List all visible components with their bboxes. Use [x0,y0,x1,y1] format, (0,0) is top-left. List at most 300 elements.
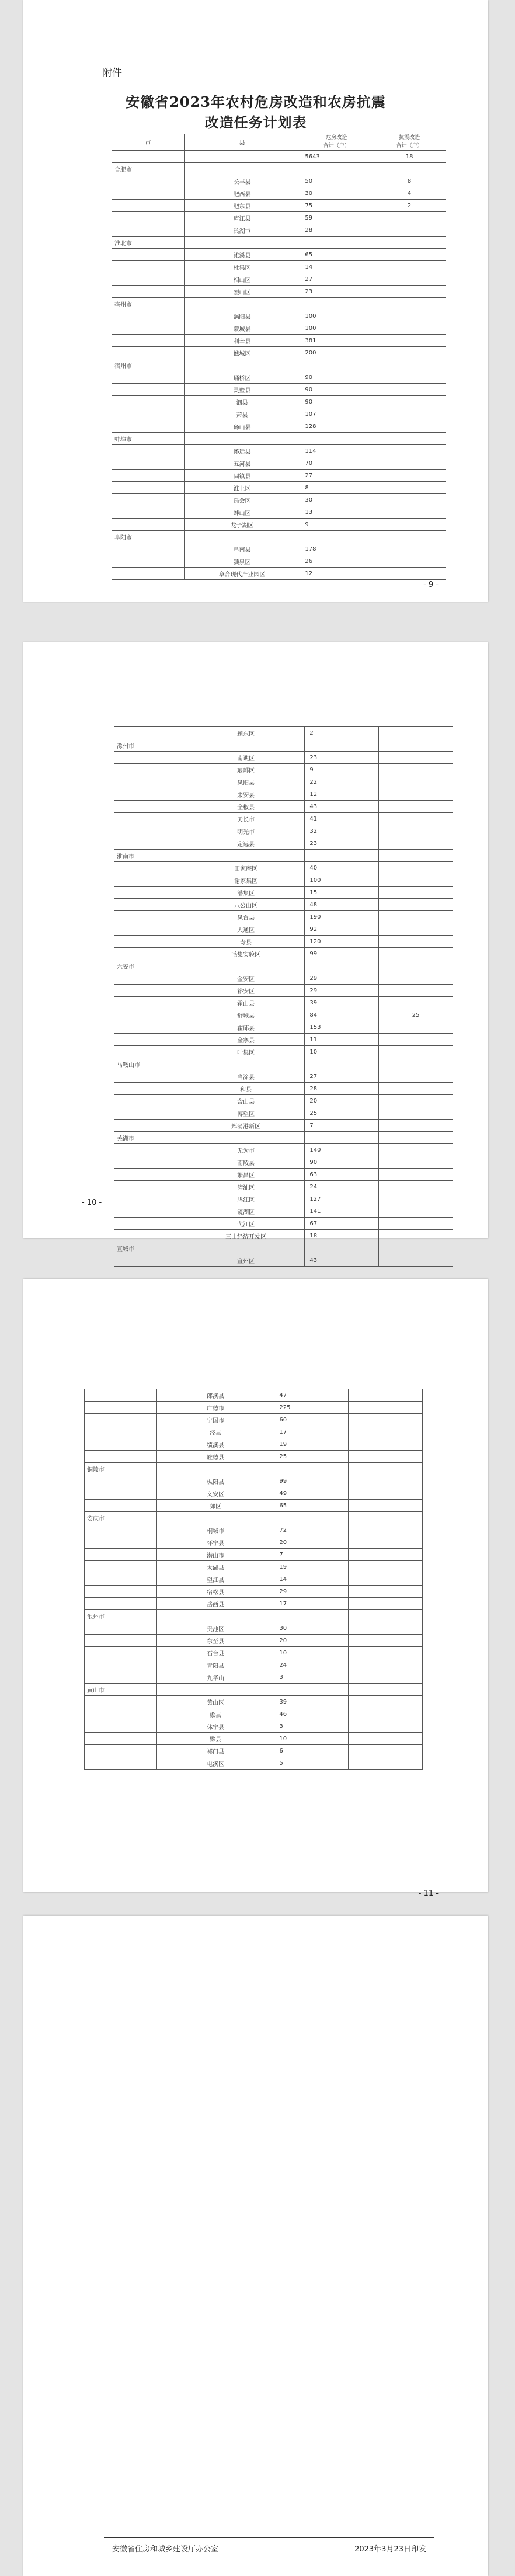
cell-seismic-count [379,837,453,850]
cell-seismic-count [379,801,453,813]
cell-seismic-count [349,1561,423,1573]
cell-city [114,997,187,1009]
cell-city [114,788,187,801]
table-row [114,1242,453,1254]
cell-seismic-count [379,1107,453,1120]
table-row [114,1021,453,1034]
cell-seismic-count [373,359,446,371]
cell-city [85,1500,157,1512]
table-row [114,911,453,923]
cell-county: 埇桥区 [184,371,300,384]
table-row [114,899,453,911]
table-row [114,752,453,764]
cell-county: 阜合现代产业园区 [184,568,300,580]
cell-county: 南谯区 [187,752,305,764]
cell-seismic-count [379,985,453,997]
cell-seismic-count [373,273,446,286]
cell-city: 淮南市 [114,850,187,862]
cell-seismic-count [349,1696,423,1708]
cell-county [156,1512,274,1524]
cell-county: 潘集区 [187,887,305,899]
cell-seismic-count [379,850,453,862]
cell-seismic-count [349,1426,423,1438]
cell-rebuild-count: 50 [300,175,373,187]
cell-city [85,1451,157,1463]
cell-county: 鸠江区 [187,1193,305,1205]
table-row [85,1524,423,1536]
cell-county: 濉溪县 [184,249,300,261]
cell-seismic-count [373,212,446,224]
cell-seismic-count [349,1451,423,1463]
cell-city [114,985,187,997]
cell-city [114,1205,187,1218]
cell-city [114,1156,187,1169]
table-row [112,310,446,322]
cell-seismic-count [379,752,453,764]
cell-seismic-count [349,1414,423,1426]
cell-rebuild-count: 48 [305,899,379,911]
table-row [85,1500,423,1512]
cell-seismic-count [379,1095,453,1107]
cell-seismic-count [379,825,453,837]
cell-city [112,286,185,298]
table-row [85,1684,423,1696]
cell-seismic-count [373,237,446,249]
cell-city [112,273,185,286]
cell-seismic-count [349,1549,423,1561]
table-row [114,948,453,960]
cell-rebuild-count [300,359,373,371]
cell-seismic-count [379,997,453,1009]
cell-city [85,1708,157,1720]
cell-city [112,187,185,200]
cell-city [114,1254,187,1267]
table-row [85,1463,423,1475]
cell-seismic-count [379,1070,453,1083]
cell-rebuild-count: 67 [305,1218,379,1230]
header-col1-line1: 危房改造 [300,134,373,142]
cell-city [112,445,185,457]
cell-seismic-count [349,1720,423,1733]
cell-county: 五河县 [184,457,300,470]
cell-county: 当涂县 [187,1070,305,1083]
cell-seismic-count [373,519,446,531]
table-row [114,1009,453,1021]
page-number: - 9 - [423,580,439,589]
cell-seismic-count [379,1230,453,1242]
table-row [85,1475,423,1487]
cell-county: 明光市 [187,825,305,837]
cell-county: 博望区 [187,1107,305,1120]
cell-rebuild-count: 49 [274,1487,349,1500]
table-row [114,887,453,899]
table-row [114,1205,453,1218]
cell-seismic-count [349,1671,423,1684]
cell-county: 颍东区 [187,727,305,739]
table-row [85,1549,423,1561]
cell-rebuild-count: 19 [274,1561,349,1573]
cell-county: 桐城市 [156,1524,274,1536]
cell-city [114,825,187,837]
cell-seismic-count [349,1745,423,1757]
cell-city [112,420,185,433]
cell-rebuild-count: 9 [305,764,379,776]
cell-county: 屯溪区 [156,1757,274,1770]
cell-county: 田家庵区 [187,862,305,874]
cell-county: 凤台县 [187,911,305,923]
cell-county [187,1058,305,1070]
cell-county: 霍邱县 [187,1021,305,1034]
table-row [112,384,446,396]
cell-city: 合肥市 [112,163,185,175]
table-total-row [112,151,446,163]
cell-county: 石台县 [156,1647,274,1659]
header-col2-line1: 抗震改造 [373,134,446,142]
cell-county: 枞阳县 [156,1475,274,1487]
table-row [85,1733,423,1745]
cell-city [112,335,185,347]
cell-seismic-count: 2 [373,200,446,212]
cell-rebuild-count: 100 [300,322,373,335]
cell-rebuild-count [305,1242,379,1254]
cell-city [85,1549,157,1561]
cell-county: 含山县 [187,1095,305,1107]
cell-rebuild-count: 107 [300,408,373,420]
table-row [112,298,446,310]
cell-county: 祁门县 [156,1745,274,1757]
cell-city [85,1438,157,1451]
cell-seismic-count [349,1402,423,1414]
cell-seismic-count [373,249,446,261]
cell-seismic-count [379,1046,453,1058]
cell-seismic-count [349,1573,423,1586]
cell-seismic-count [379,1181,453,1193]
cell-seismic-count [379,1254,453,1267]
table-row [85,1402,423,1414]
cell-city [112,555,185,568]
table-row [112,249,446,261]
cell-seismic-count [349,1635,423,1647]
cell-city [112,212,185,224]
cell-rebuild-count [305,850,379,862]
cell-rebuild-count: 40 [305,862,379,874]
cell-city [112,224,185,237]
cell-seismic-count [373,568,446,580]
cell-city [112,200,185,212]
table-row [112,494,446,506]
cell-seismic-count [379,1169,453,1181]
cell-county: 固镇县 [184,470,300,482]
cell-city [114,923,187,936]
cell-rebuild-count: 9 [300,519,373,531]
cell-seismic-count [373,261,446,273]
cell-city [112,396,185,408]
cell-rebuild-count: 28 [305,1083,379,1095]
cell-city [112,249,185,261]
table-row [112,347,446,359]
cell-seismic-count [379,874,453,887]
cell-rebuild-count: 128 [300,420,373,433]
cell-county: 和县 [187,1083,305,1095]
task-plan-table-page-2 [114,726,453,1267]
table-row [114,1070,453,1083]
cell-city [114,776,187,788]
table-row [114,1132,453,1144]
cell-city [114,1107,187,1120]
cell-rebuild-count [300,433,373,445]
cell-rebuild-count: 7 [274,1549,349,1561]
footer-date: 2023年3月23日印发 [354,2545,426,2554]
cell-seismic-count [373,494,446,506]
cell-county: 歙县 [156,1708,274,1720]
cell-city [114,837,187,850]
cell-seismic-count [379,739,453,752]
cell-county: 旌德县 [156,1451,274,1463]
table-row [114,1254,453,1267]
table-row [85,1426,423,1438]
cell-rebuild-count: 15 [305,887,379,899]
table-row [114,1046,453,1058]
cell-city [114,1021,187,1034]
table-row [85,1451,423,1463]
cell-city [112,261,185,273]
cell-county: 谯城区 [184,347,300,359]
cell-rebuild-count: 27 [300,273,373,286]
cell-county: 寿县 [187,936,305,948]
task-plan-table-page-1 [112,134,446,580]
table-row [114,1169,453,1181]
cell-rebuild-count: 27 [305,1070,379,1083]
cell-rebuild-count: 190 [305,911,379,923]
total-col1: 5643 [300,151,373,163]
document-page-2 [23,642,488,1265]
header-county: 县 [184,134,300,151]
cell-seismic-count [379,813,453,825]
cell-rebuild-count [300,163,373,175]
cell-seismic-count [373,298,446,310]
cell-seismic-count [379,972,453,985]
cell-county [187,739,305,752]
table-row [85,1438,423,1451]
table-row [85,1696,423,1708]
table-row [112,482,446,494]
cell-seismic-count: 25 [379,1009,453,1021]
table-row [112,200,446,212]
cell-city [114,1218,187,1230]
cell-seismic-count [349,1757,423,1770]
cell-seismic-count [373,555,446,568]
cell-city [114,752,187,764]
cell-rebuild-count: 20 [274,1536,349,1549]
cell-city [114,1095,187,1107]
cell-county [156,1463,274,1475]
cell-county: 弋江区 [187,1218,305,1230]
cell-seismic-count [349,1500,423,1512]
cell-county: 义安区 [156,1487,274,1500]
cell-city [85,1745,157,1757]
cell-rebuild-count: 90 [300,396,373,408]
cell-seismic-count [379,1218,453,1230]
cell-county: 泗县 [184,396,300,408]
cell-city [85,1720,157,1733]
cell-seismic-count [349,1524,423,1536]
cell-county: 九华山 [156,1671,274,1684]
cell-county: 怀宁县 [156,1536,274,1549]
cell-rebuild-count: 63 [305,1169,379,1181]
table-row [85,1622,423,1635]
cell-seismic-count [379,911,453,923]
cell-county [187,1132,305,1144]
cell-county: 颍泉区 [184,555,300,568]
table-row [85,1720,423,1733]
cell-rebuild-count: 20 [274,1635,349,1647]
cell-city [85,1414,157,1426]
cell-county: 凤阳县 [187,776,305,788]
table-row [85,1573,423,1586]
cell-rebuild-count [305,739,379,752]
cell-county: 涡阳县 [184,310,300,322]
cell-rebuild-count: 29 [274,1586,349,1598]
cell-rebuild-count: 14 [300,261,373,273]
table-row [112,555,446,568]
table-row [114,788,453,801]
cell-county: 舒城县 [187,1009,305,1021]
table-row [85,1757,423,1770]
cell-rebuild-count: 140 [305,1144,379,1156]
cell-city [114,1070,187,1083]
cell-city [112,494,185,506]
cell-rebuild-count [300,531,373,543]
table-row [114,1107,453,1120]
cell-seismic-count [379,788,453,801]
cell-city: 阜阳市 [112,531,185,543]
document-page-3 [23,1279,488,1898]
table-row [85,1671,423,1684]
table-row [112,261,446,273]
table-row [112,568,446,580]
table-row [114,862,453,874]
cell-city [114,936,187,948]
table-row [114,936,453,948]
cell-seismic-count [379,1021,453,1034]
cell-county: 来安县 [187,788,305,801]
cell-county: 烈山区 [184,286,300,298]
cell-county: 肥东县 [184,200,300,212]
cell-city [112,175,185,187]
cell-county: 休宁县 [156,1720,274,1733]
cell-county: 泾县 [156,1426,274,1438]
cell-county: 太湖县 [156,1561,274,1573]
cell-rebuild-count: 46 [274,1708,349,1720]
cell-rebuild-count: 23 [300,286,373,298]
table-row [114,1193,453,1205]
cell-county: 金安区 [187,972,305,985]
cell-seismic-count [349,1684,423,1696]
table-row [114,972,453,985]
table-row [112,322,446,335]
table-row [112,470,446,482]
table-row [114,1156,453,1169]
table-header-row [112,134,446,142]
cell-rebuild-count: 29 [305,985,379,997]
cell-seismic-count [349,1586,423,1598]
cell-county: 宁国市 [156,1414,274,1426]
cell-city [85,1598,157,1610]
table-row [114,985,453,997]
cell-city [114,1169,187,1181]
cell-rebuild-count: 60 [274,1414,349,1426]
cell-county [184,298,300,310]
cell-rebuild-count [274,1610,349,1622]
table-row [85,1512,423,1524]
cell-seismic-count [349,1438,423,1451]
cell-rebuild-count: 70 [300,457,373,470]
cell-rebuild-count: 23 [305,837,379,850]
cell-city: 池州市 [85,1610,157,1622]
table-row [112,175,446,187]
cell-city [85,1426,157,1438]
cell-county: 砀山县 [184,420,300,433]
table-row [114,776,453,788]
cell-seismic-count [373,224,446,237]
cell-seismic-count [373,310,446,322]
cell-county: 霍山县 [187,997,305,1009]
cell-county: 郑蒲港新区 [187,1120,305,1132]
task-plan-table-page-3 [84,1389,423,1770]
table-row [114,1230,453,1242]
cell-city [114,1009,187,1021]
cell-county: 龙子湖区 [184,519,300,531]
cell-rebuild-count: 13 [300,506,373,519]
cell-rebuild-count: 3 [274,1720,349,1733]
cell-seismic-count [379,948,453,960]
table-row [114,739,453,752]
cell-rebuild-count: 39 [274,1696,349,1708]
cell-rebuild-count: 178 [300,543,373,555]
cell-seismic-count [379,862,453,874]
table-row [85,1598,423,1610]
document-title-line-1: 安徽省2023年农村危房改造和农房抗震 [126,93,386,110]
table-row [114,801,453,813]
cell-county: 岳西县 [156,1598,274,1610]
cell-rebuild-count: 3 [274,1671,349,1684]
cell-seismic-count [373,396,446,408]
cell-seismic-count [379,776,453,788]
cell-city [85,1573,157,1586]
table-row [112,457,446,470]
total-col2: 18 [373,151,446,163]
cell-seismic-count [373,420,446,433]
cell-rebuild-count: 30 [300,187,373,200]
table-row [112,163,446,175]
cell-rebuild-count [300,298,373,310]
document-page-4 [23,1916,488,2576]
cell-county: 杜集区 [184,261,300,273]
cell-city [112,347,185,359]
cell-rebuild-count: 19 [274,1438,349,1451]
table-row [114,1181,453,1193]
cell-county: 黄山区 [156,1696,274,1708]
cell-seismic-count [349,1733,423,1745]
cell-seismic-count [379,960,453,972]
cell-rebuild-count: 29 [305,972,379,985]
cell-county: 广德市 [156,1402,274,1414]
cell-county: 湾沚区 [187,1181,305,1193]
table-row [114,1095,453,1107]
cell-city: 蚌埠市 [112,433,185,445]
cell-rebuild-count: 90 [300,384,373,396]
page-number: - 11 - [418,1889,439,1898]
